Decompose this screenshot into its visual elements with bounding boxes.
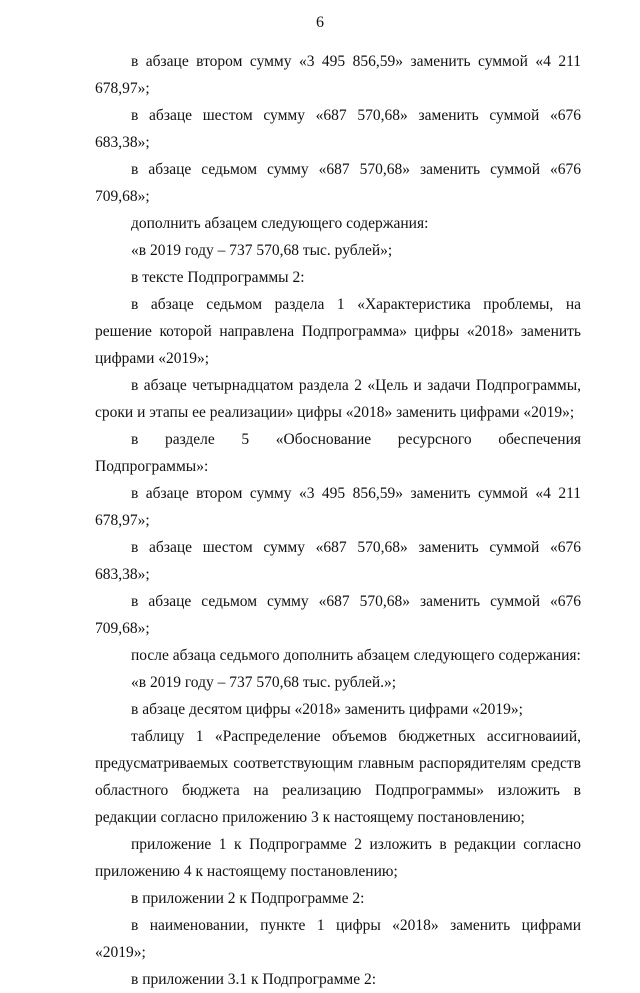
paragraph-3: в абзаце седьмом сумму «687 570,68» заменить суммой «676 709,68»;: [95, 161, 581, 205]
paragraph-12: в абзаце седьмом сумму «687 570,68» заменить суммой «676 709,68»;: [95, 593, 581, 637]
paragraph-5: «в 2019 году – 737 570,68 тыс. рублей»;: [131, 242, 393, 259]
paragraph-16: таблицу 1 «Распределение объемов бюджетных ассигноваиий, предусматриваемых соответствующим главным распорядителям средств областного бюджета на реализацию Подпрограммы» изложить в редакции согласно приложению 3 к настоящему постановлению;: [95, 728, 581, 826]
paragraph-14: «в 2019 году – 737 570,68 тыс. рублей.»;: [131, 674, 397, 691]
paragraph-6: в тексте Подпрограммы 2:: [131, 269, 305, 286]
paragraph-8: в абзаце четырнадцатом раздела 2 «Цель и задачи Подпрограммы, сроки и этапы ее реализации» цифры «2018» заменить цифрами «2019»;: [95, 377, 581, 421]
paragraph-7: в абзаце седьмом раздела 1 «Характеристика проблемы, на решение которой направлена Подпрограмма» цифры «2018» заменить цифрами «2019»;: [95, 296, 581, 367]
paragraph-11: в абзаце шестом сумму «687 570,68» заменить суммой «676 683,38»;: [95, 539, 581, 583]
page-number: 6: [316, 14, 324, 31]
paragraph-10: в абзаце втором сумму «3 495 856,59» заменить суммой «4 211 678,97»;: [95, 485, 581, 529]
paragraph-13: после абзаца седьмого дополнить абзацем следующего содержания:: [131, 647, 581, 664]
paragraph-17: приложение 1 к Подпрограмме 2 изложить в редакции согласно приложению 4 к настоящему постановлению;: [95, 836, 581, 880]
paragraph-9: в разделе 5 «Обоснование ресурсного обеспечения Подпрограммы»:: [95, 431, 581, 475]
paragraph-19: в наименовании, пункте 1 цифры «2018» заменить цифрами «2019»;: [95, 917, 581, 961]
paragraph-2: в абзаце шестом сумму «687 570,68» заменить суммой «676 683,38»;: [95, 107, 581, 151]
paragraph-15: в абзаце десятом цифры «2018» заменить цифрами «2019»;: [131, 701, 523, 718]
paragraph-20: в приложении 3.1 к Подпрограмме 2:: [131, 971, 377, 988]
paragraph-18: в приложении 2 к Подпрограмме 2:: [131, 890, 365, 907]
document-body: [95, 48, 581, 993]
paragraph-1: в абзаце втором сумму «3 495 856,59» заменить суммой «4 211 678,97»;: [95, 53, 581, 97]
paragraph-4: дополнить абзацем следующего содержания:: [131, 215, 429, 232]
